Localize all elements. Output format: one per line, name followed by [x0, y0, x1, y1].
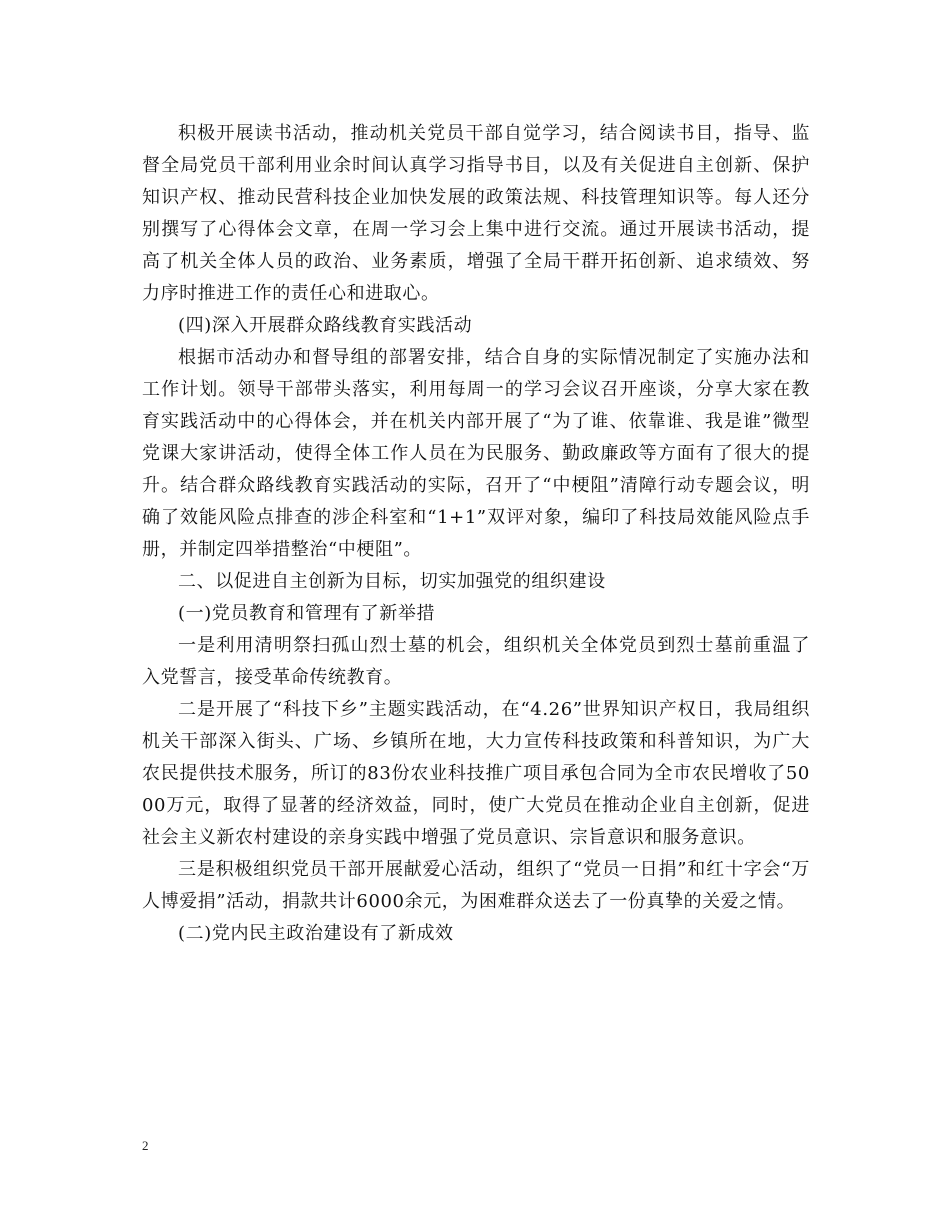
- paragraph-charity-donation: 三是积极组织党员干部开展献爱心活动，组织了“党员一日捐”和红十字会“万人博爱捐”活动，捐款共计6000余元，为困难群众送去了一份真挚的关爱之情。: [142, 859, 810, 912]
- page-number: 2: [142, 1138, 149, 1153]
- paragraph-tech-to-countryside: 二是开展了“科技下乡”主题实践活动，在“4.26”世界知识产权日，我局组织机关干部深入街头、广场、乡镇所在地，大力宣传科技政策和科普知识，为广大农民提供技术服务，所订的83份农业科技推广项目承包合同为全市农民增收了5000万元，取得了显著的经济效益，同时，使广大党员在推动企业自主创新，促进社会主义新农村建设的亲身实践中增强了党员意识、宗旨意识和服务意识。: [142, 699, 810, 848]
- document-body: [142, 118, 810, 950]
- section-heading-inner-party-democracy: (二)党内民主政治建设有了新成效: [178, 923, 454, 944]
- section-heading-member-education: (一)党员教育和管理有了新举措: [178, 603, 436, 624]
- paragraph-reading-activities: 积极开展读书活动，推动机关党员干部自觉学习，结合阅读书目，指导、监督全局党员干部利用业余时间认真学习指导书目，以及有关促进自主创新、保护知识产权、推动民营科技企业加快发展的政策法规、科技管理知识等。每人还分别撰写了心得体会文章，在周一学习会上集中进行交流。通过开展读书活动，提高了机关全体人员的政治、业务素质，增强了全局干群开拓创新、追求绩效、努力序时推进工作的责任心和进取心。: [142, 123, 810, 304]
- section-heading-party-organization: 二、以促进自主创新为目标，切实加强党的组织建设: [178, 571, 606, 592]
- paragraph-mass-line-education: 根据市活动办和督导组的部署安排，结合自身的实际情况制定了实施办法和工作计划。领导干部带头落实，利用每周一的学习会议召开座谈，分享大家在教育实践活动中的心得体会，并在机关内部开展了“为了谁、依靠谁、我是谁”微型党课大家讲活动，使得全体工作人员在为民服务、勤政廉政等方面有了很大的提升。结合群众路线教育实践活动的实际，召开了“中梗阻”清障行动专题会议，明确了效能风险点排查的涉企科室和“1+1”双评对象，编印了科技局效能风险点手册，并制定四举措整治“中梗阻”。: [142, 347, 810, 560]
- paragraph-martyr-tomb: 一是利用清明祭扫孤山烈士墓的机会，组织机关全体党员到烈士墓前重温了入党誓言，接受革命传统教育。: [142, 635, 810, 688]
- section-heading-mass-line: (四)深入开展群众路线教育实践活动: [178, 315, 473, 336]
